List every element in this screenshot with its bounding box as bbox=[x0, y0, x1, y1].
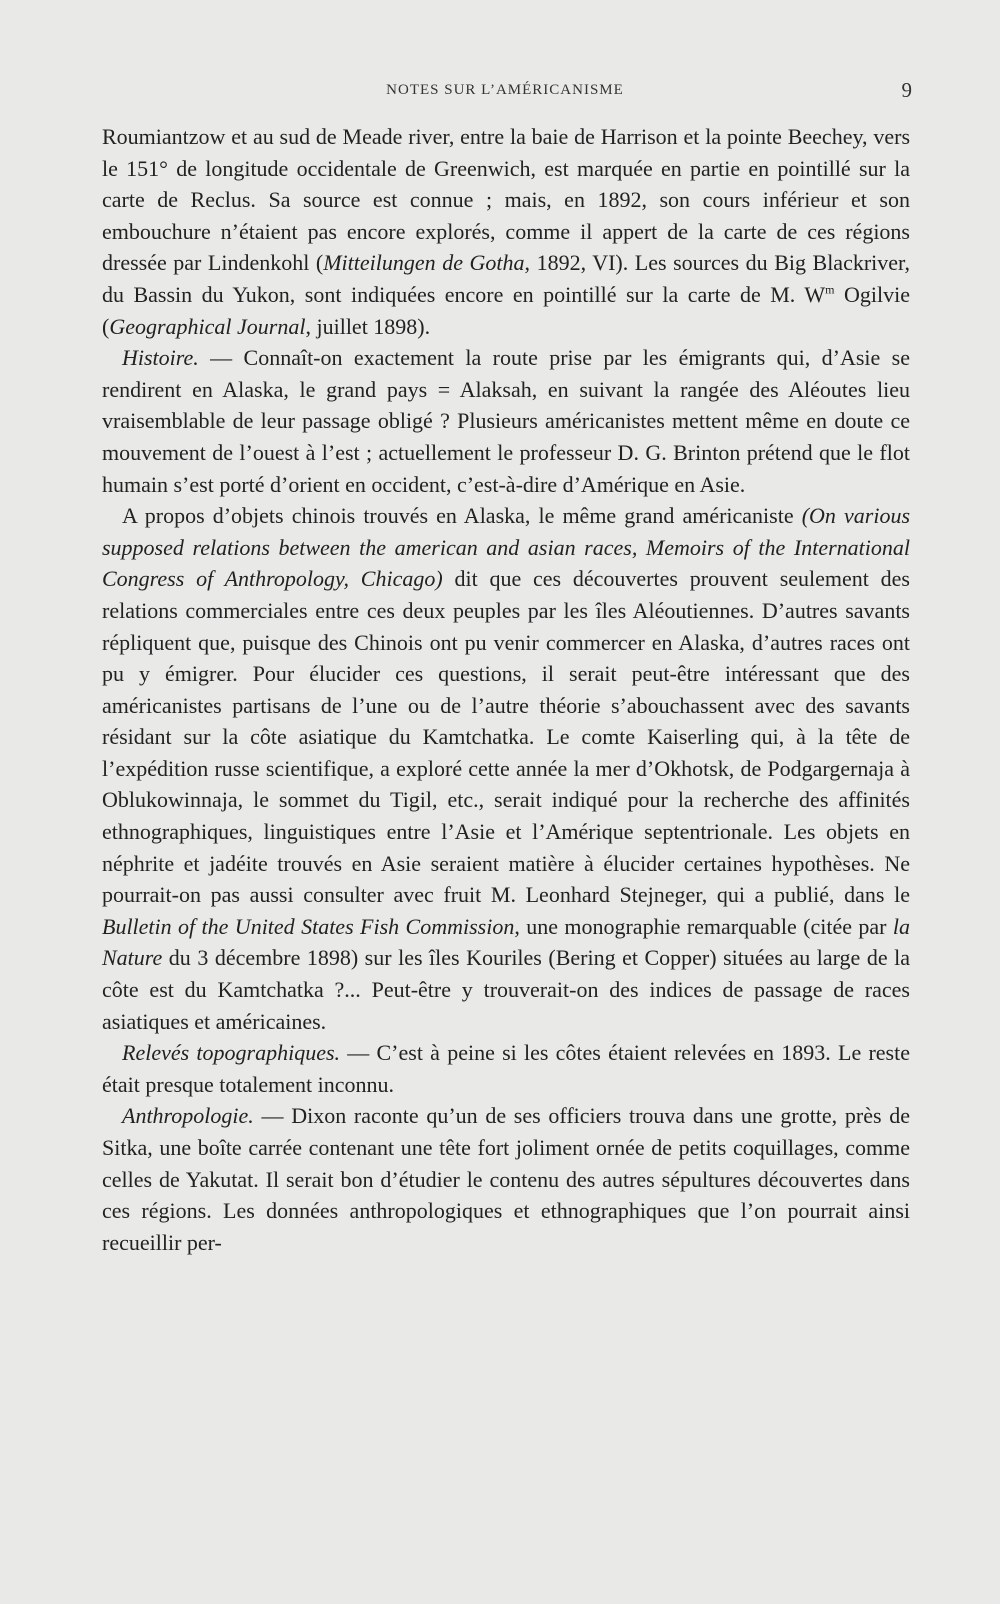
paragraph-text: A propos d’objets chinois trouvés en Alaska, le même grand américaniste bbox=[122, 503, 802, 529]
paragraph-text: dit que ces découvertes prouvent seulement des relations commerciales entre ces deux peuples par les îles Aléoutiennes. D’autres savants répliquent que, puisque des Chinois ont pu venir commercer en Alaska, d’autres races ont pu y émigrer. Pour élucider ces questions, il serait peut-être intéressant que des américanistes partisans de l’une ou de l’autre théorie s’abouchassent avec des savants résidant sur la côte asiatique du Kamtchatka. Le comte Kaiserling qui, à la tête de l’expédition russe scientifique, a exploré cette année la mer d’Okhotsk, de Podgargernaja à Oblukowinnaja, le sommet du Tigil, etc., serait indiqué pour la recherche des affinités ethnographiques, linguistiques entre l’Asie et l’Amérique septentrionale. Les objets en néphrite et jadéite trouvés en Asie seraient matière à élucider certaines hypothèses. Ne pourrait-on pas aussi consulter avec fruit M. Leonhard Stejneger, qui a publié, dans le bbox=[102, 566, 910, 908]
paragraph-text: — C’est à peine si les côtes étaient relevées en 1893. Le reste était presque totalement inconnu. bbox=[102, 1040, 910, 1097]
paragraph-text: , juillet 1898). bbox=[305, 313, 431, 339]
journal-title: Geographical Journal bbox=[109, 313, 306, 339]
paragraph-anthropologie bbox=[102, 1100, 910, 1258]
section-heading: Anthropologie. bbox=[122, 1103, 254, 1129]
paragraph-text: Ogilvie ( bbox=[102, 281, 910, 339]
paragraph-text: du 3 décembre 1898) sur les îles Kouriles (Bering et Copper) situées au large de la côte est du Kamtchatka ?... Peut-être y trouverait-on des indices de passage de races asiatiques et américaines. bbox=[102, 945, 910, 1034]
paragraph-text: , une monographie remarquable (citée par bbox=[514, 913, 893, 939]
paragraph-releves bbox=[102, 1037, 910, 1100]
paragraph-objets-chinois bbox=[102, 500, 910, 1037]
page-header bbox=[0, 78, 1000, 108]
running-head: NOTES SUR L’AMÉRICANISME bbox=[386, 82, 624, 98]
citation-title: (On various supposed relations between the american and asian races, Memoirs of the International Congress of Anthropology, Chicago) bbox=[102, 503, 911, 592]
paragraph-text: — Connaît-on exactement la route prise par les émigrants qui, d’Asie se rendirent en Alaska, le grand pays = Alaksah, en suivant la rangée des Aléoutes lieu vraisemblable de leur passage obligé ? Plusieurs américanistes mettent même en doute ce mouvement de l’ouest à l’est ; actuellement le professeur D. G. Brinton prétend que le flot humain s’est porté d’orient en occident, c’est-à-dire d’Amérique en Asie. bbox=[102, 345, 910, 497]
section-heading: Histoire. bbox=[122, 345, 199, 371]
journal-title: Mitteilungen de Gotha bbox=[323, 250, 525, 276]
paragraph-text: — Dixon raconte qu’un de ses officiers trouva dans une grotte, près de Sitka, une boîte carrée contenant une tête fort joliment ornée de petits coquillages, comme celles de Yakutat. Il serait bon d’étudier le contenu des autres sépultures découvertes dans ces régions. Les données anthropologiques et ethnographiques que l’on pourrait ainsi recueillir per- bbox=[102, 1103, 910, 1255]
citation-title: la Nature bbox=[102, 913, 911, 971]
paragraph-text: , 1892, VI). Les sources du Big Blackriver, du Bassin du Yukon, sont indiquées encore en pointillé sur la carte de M. W bbox=[102, 250, 910, 307]
paragraph-text: Roumiantzow et au sud de Meade river, entre la baie de Harrison et la pointe Beechey, vers le 151° de longitude occidentale de Greenwich, est marquée en partie en pointillé sur la carte de Reclus. Sa source est connue ; mais, en 1892, son cours inférieur et son embouchure n’étaient pas encore explorés, comme il appert de la carte de ces régions dressée par Lindenkohl ( bbox=[102, 124, 910, 276]
citation-title: Bulletin of the United States Fish Commission bbox=[102, 913, 515, 939]
page-number: 9 bbox=[901, 78, 912, 102]
body-text bbox=[102, 121, 910, 1258]
paragraph-continuation bbox=[102, 121, 910, 342]
paragraph-histoire bbox=[102, 342, 910, 500]
superscript: m bbox=[825, 282, 835, 297]
section-heading: Relevés topographiques. bbox=[122, 1040, 341, 1066]
